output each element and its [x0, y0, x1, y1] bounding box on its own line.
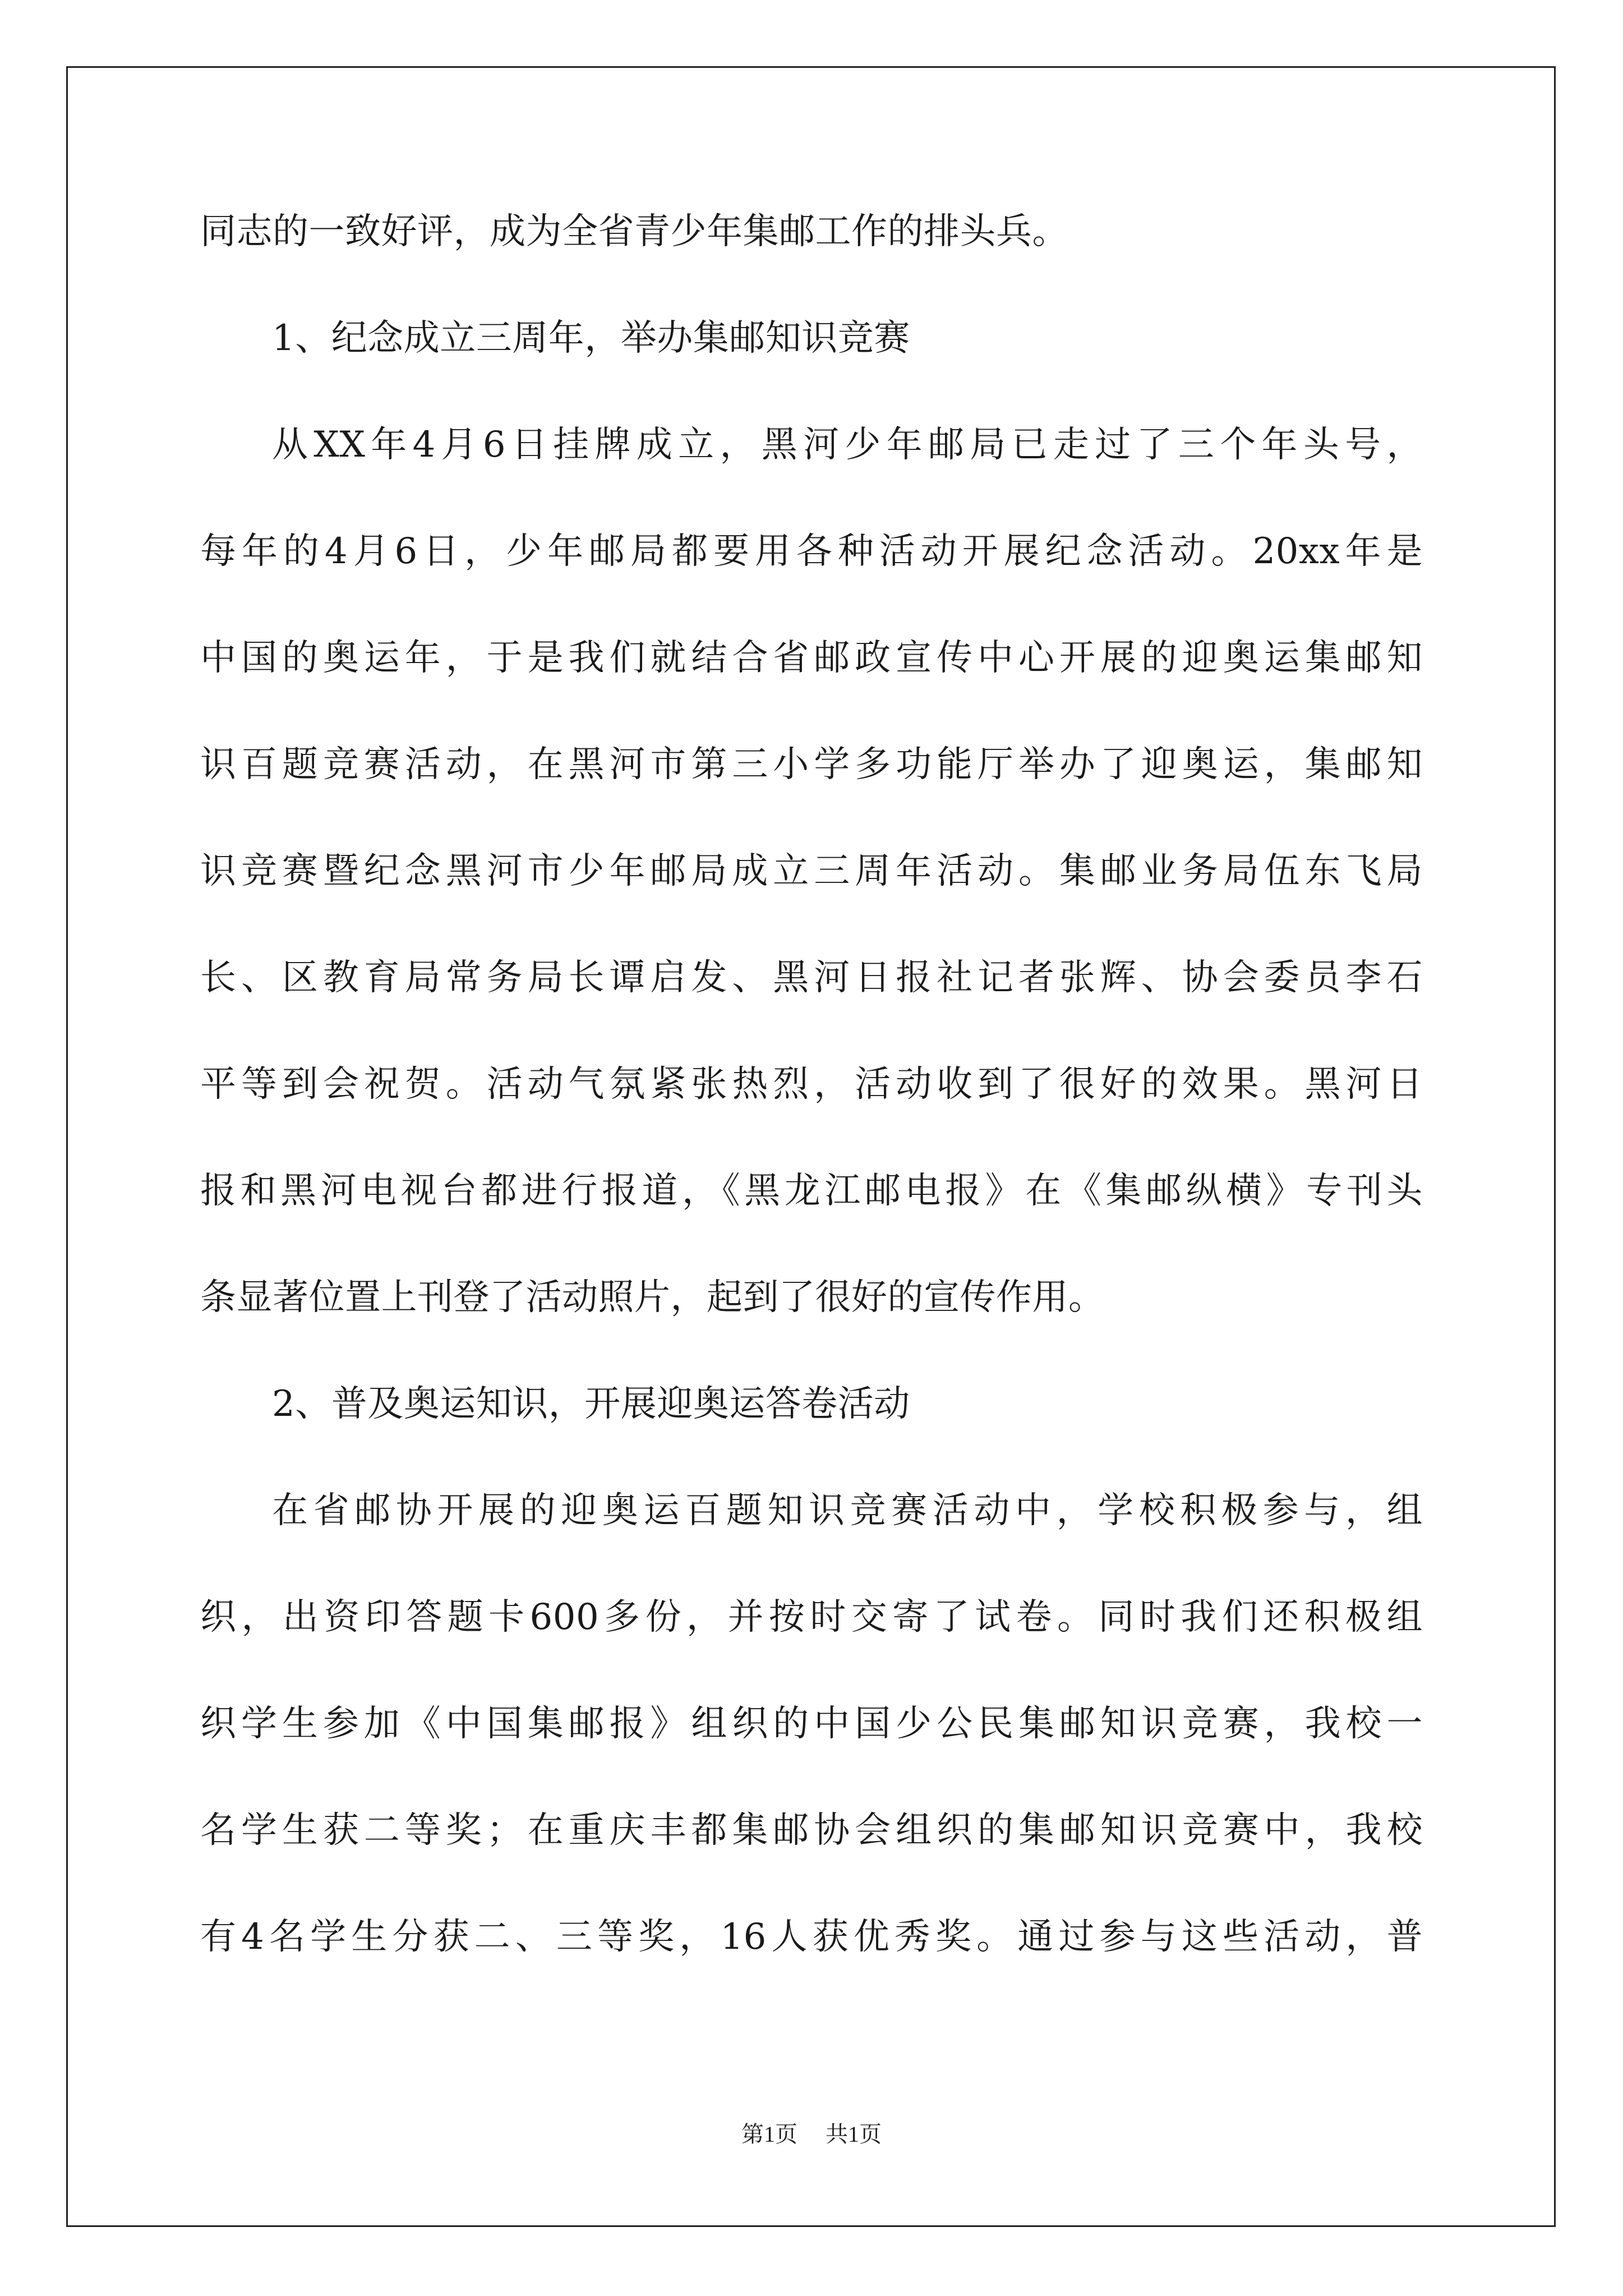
text-line: 条显著位置上刊登了活动照片，起到了很好的宣传作用。	[200, 1277, 1105, 1318]
text-line: 同志的一致好评，成为全省青少年集邮工作的排头兵。	[200, 211, 1068, 252]
page-total: 共1页	[826, 2122, 882, 2147]
text-line: 有4名学生分获二、三等奖，16人获优秀奖。通过参与这些活动，普	[200, 1916, 1423, 1958]
text-line: 织学生参加《中国集邮报》组织的中国少公民集邮知识竞赛，我校一	[200, 1703, 1423, 1745]
text-line: 识百题竞赛活动，在黑河市第三小学多功能厅举办了迎奥运，集邮知	[200, 744, 1423, 785]
text-line: 织，出资印答题卡600多份，并按时交寄了试卷。同时我们还积极组	[200, 1596, 1423, 1638]
text-line: 在省邮协开展的迎奥运百题知识竞赛活动中，学校积极参与，组	[272, 1490, 1423, 1531]
page-footer	[0, 2118, 1623, 2151]
section-heading: 1、纪念成立三周年，举办集邮知识竞赛	[272, 318, 910, 359]
text-line: 识竞赛暨纪念黑河市少年邮局成立三周年活动。集邮业务局伍东飞局	[200, 850, 1423, 892]
text-line: 从XX年4月6日挂牌成立，黑河少年邮局已走过了三个年头号，	[272, 424, 1423, 466]
document-body	[200, 178, 1423, 1990]
section-heading: 2、普及奥运知识，开展迎奥运答卷活动	[272, 1383, 910, 1425]
text-line: 平等到会祝贺。活动气氛紧张热烈，活动收到了很好的效果。黑河日	[200, 1064, 1423, 1105]
text-line: 名学生获二等奖；在重庆丰都集邮协会组织的集邮知识竞赛中，我校	[200, 1810, 1423, 1851]
text-line: 每年的4月6日，少年邮局都要用各种活动开展纪念活动。20xx年是	[200, 531, 1423, 572]
page-number: 第1页	[741, 2122, 797, 2147]
text-line: 中国的奥运年，于是我们就结合省邮政宣传中心开展的迎奥运集邮知	[200, 637, 1423, 679]
text-line: 报和黑河电视台都进行报道，《黑龙江邮电报》在《集邮纵横》专刊头	[200, 1170, 1423, 1212]
text-line: 长、区教育局常务局长谭启发、黑河日报社记者张辉、协会委员李石	[200, 957, 1423, 999]
